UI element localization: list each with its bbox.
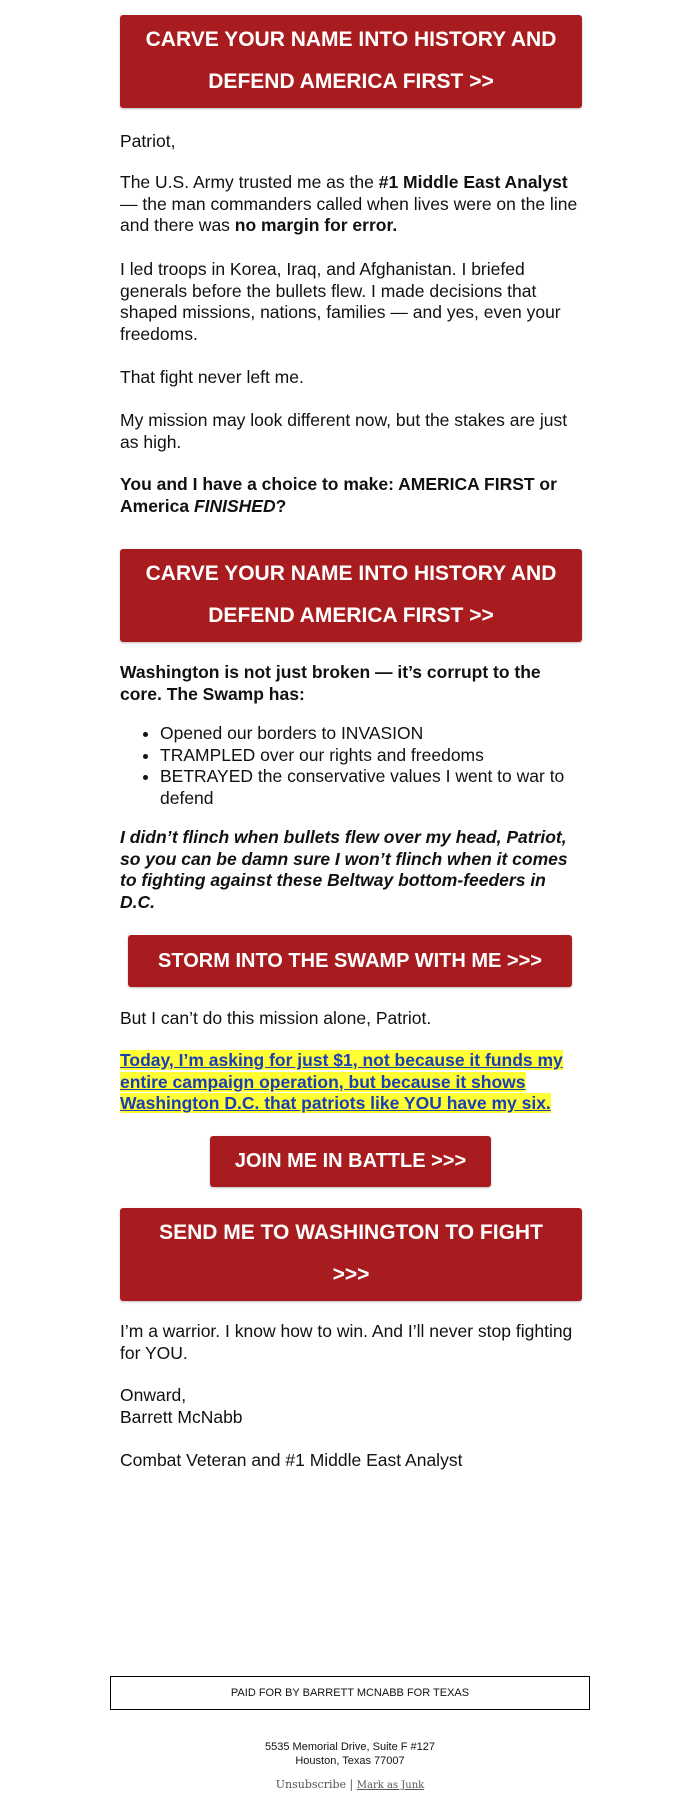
p1-text-c: — the man commanders called when lives were on the line and there was [120,193,578,235]
paragraph-washington-corrupt: Washington is not just broken — it’s corrupt to the core. The Swamp has: [120,662,541,704]
address-line-1: 5535 Memorial Drive, Suite F #127 [265,1741,435,1753]
paragraph-mission: My mission may look different now, but the stakes are just as high. [120,410,568,452]
join-battle-button[interactable]: JOIN ME IN BATTLE >>> [210,1136,491,1187]
cta-label-line1: SEND ME TO WASHINGTON TO FIGHT [159,1221,543,1244]
paragraph-warrior: I’m a warrior. I know how to win. And I’ll never stop fighting for YOU. [120,1321,573,1363]
paid-for-text: PAID FOR BY BARRETT MCNABB FOR TEXAS [230,1687,470,1699]
paragraph-army-analyst [120,172,582,237]
list-item: • TRAMPLED over our rights and freedoms [160,745,622,767]
paragraph-fight-never-left: That fight never left me. [120,367,304,387]
list-item: • BETRAYED the conservative values I went to war to defend [160,766,622,809]
address-line-2: Houston, Texas 77007 [295,1755,405,1767]
choice-finished: FINISHED [193,495,276,516]
donation-ask-paragraph [120,1050,582,1115]
signature-name: Barrett McNabb [120,1407,243,1427]
paid-for-disclaimer [110,1676,590,1710]
send-to-washington-button[interactable] [120,1208,582,1301]
donation-ask-link[interactable]: Today, I’m asking for just $1, not because it funds my entire campaign operation, but because it shows Washington D.C. that patriots like YOU have my six. [120,1050,563,1113]
paragraph-didnt-flinch: I didn’t flinch when bullets flew over my head, Patriot, so you can be damn sure I won’t flinch when it comes to fighting against these Beltway bottom-feeders in D.C. [120,827,568,912]
cta-label-line2: DEFEND AMERICA FIRST >> [208,70,494,93]
list-item: • Opened our borders to INVASION [160,723,622,745]
footer-separator: | [349,1778,354,1791]
p1-bold-analyst: #1 Middle East Analyst [378,172,568,192]
signoff: Onward, [120,1385,187,1405]
cta-label-line1: CARVE YOUR NAME INTO HISTORY AND [145,562,557,585]
paragraph-choice [120,474,582,517]
cta-label-line2: >>> [332,1263,370,1286]
greeting: Patriot, [120,131,176,151]
unsubscribe-row [0,1778,700,1791]
cta-label-line1: CARVE YOUR NAME INTO HISTORY AND [145,28,557,51]
p1-text-a: The U.S. Army trusted me as the [120,172,379,192]
carve-name-button-top[interactable] [120,15,582,108]
p1-bold-margin: no margin for error. [234,215,398,235]
storm-swamp-button[interactable]: STORM INTO THE SWAMP WITH ME >>> [128,935,572,987]
mark-as-junk-link[interactable]: Mark as Junk [356,1780,425,1791]
choice-text-c: ? [275,495,287,516]
unsubscribe-link[interactable]: Unsubscribe [275,1778,347,1791]
cta-label-line2: DEFEND AMERICA FIRST >> [208,604,494,627]
signature-title: Combat Veteran and #1 Middle East Analyst [120,1450,463,1470]
paragraph-led-troops: I led troops in Korea, Iraq, and Afghanistan. I briefed generals before the bullets flew. I made decisions that shaped missions, nations, families — and yes, even your freedoms. [120,259,561,344]
paragraph-cant-do-alone: But I can’t do this mission alone, Patriot. [120,1008,432,1028]
choice-text-a: You and I have a choice to make: AMERICA FIRST or America [120,474,557,516]
carve-name-button-middle[interactable] [120,549,582,642]
swamp-list [120,723,622,809]
